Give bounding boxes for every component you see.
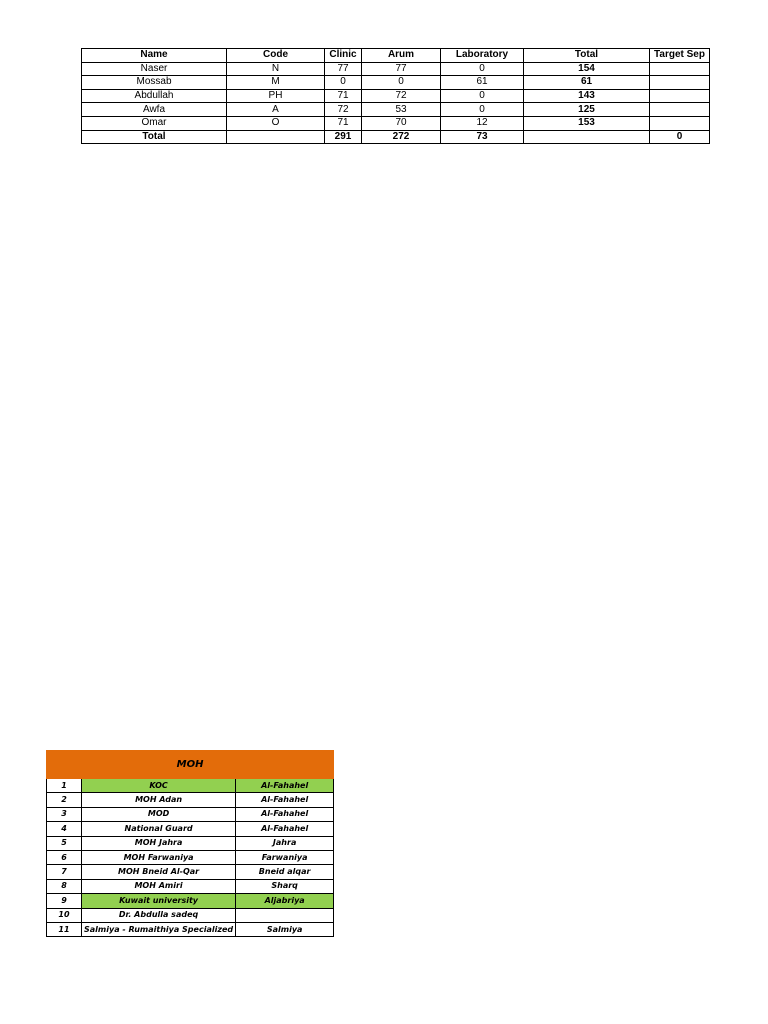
total-target: 0 <box>650 130 710 144</box>
row-number: 5 <box>47 836 82 850</box>
row-number: 10 <box>47 908 82 922</box>
cell-lab: 0 <box>441 62 524 76</box>
summary-header-row <box>82 49 710 63</box>
total-total <box>524 130 650 144</box>
moh-header-row <box>47 751 334 779</box>
table-row <box>47 879 334 893</box>
summary-table <box>81 48 710 144</box>
row-name: Kuwait university <box>82 894 236 908</box>
row-area: Al-Fahahel <box>236 807 334 821</box>
total-label: Total <box>82 130 227 144</box>
row-area: Bneid alqar <box>236 865 334 879</box>
row-area: Al-Fahahel <box>236 793 334 807</box>
table-row <box>47 822 334 836</box>
cell-code: M <box>227 76 325 90</box>
table-row <box>47 865 334 879</box>
table-row <box>82 89 710 103</box>
row-name: MOH Amiri <box>82 879 236 893</box>
cell-total: 143 <box>524 89 650 103</box>
cell-clinic: 71 <box>325 89 362 103</box>
cell-clinic: 71 <box>325 116 362 130</box>
row-number: 2 <box>47 793 82 807</box>
row-name: Dr. Abdulla sadeq <box>82 908 236 922</box>
cell-lab: 61 <box>441 76 524 90</box>
cell-arum: 0 <box>362 76 441 90</box>
row-number: 8 <box>47 879 82 893</box>
row-name: MOD <box>82 807 236 821</box>
cell-total: 125 <box>524 103 650 117</box>
row-name: Salmiya - Rumaithiya Specialized <box>82 922 236 936</box>
table-row <box>47 807 334 821</box>
cell-arum: 70 <box>362 116 441 130</box>
cell-code: PH <box>227 89 325 103</box>
header-name: Name <box>82 49 227 63</box>
cell-total: 153 <box>524 116 650 130</box>
cell-target <box>650 62 710 76</box>
total-row <box>82 130 710 144</box>
table-row <box>82 116 710 130</box>
header-code: Code <box>227 49 325 63</box>
cell-code: O <box>227 116 325 130</box>
cell-clinic: 0 <box>325 76 362 90</box>
header-total: Total <box>524 49 650 63</box>
table-row <box>82 76 710 90</box>
header-laboratory: Laboratory <box>441 49 524 63</box>
table-row <box>47 922 334 936</box>
table-row <box>47 850 334 864</box>
row-name: MOH Bneid Al-Qar <box>82 865 236 879</box>
total-code <box>227 130 325 144</box>
table-row <box>47 836 334 850</box>
cell-target <box>650 103 710 117</box>
row-name: MOH Farwaniya <box>82 850 236 864</box>
cell-target <box>650 89 710 103</box>
row-area: Jahra <box>236 836 334 850</box>
cell-code: A <box>227 103 325 117</box>
table-row <box>47 908 334 922</box>
cell-name: Naser <box>82 62 227 76</box>
row-area: Sharq <box>236 879 334 893</box>
row-number: 6 <box>47 850 82 864</box>
row-area: Salmiya <box>236 922 334 936</box>
row-number: 1 <box>47 779 82 793</box>
row-area: Aljabriya <box>236 894 334 908</box>
row-number: 7 <box>47 865 82 879</box>
cell-target <box>650 116 710 130</box>
cell-name: Mossab <box>82 76 227 90</box>
cell-lab: 12 <box>441 116 524 130</box>
row-number: 9 <box>47 894 82 908</box>
cell-lab: 0 <box>441 89 524 103</box>
row-name: National Guard <box>82 822 236 836</box>
row-number: 4 <box>47 822 82 836</box>
cell-clinic: 72 <box>325 103 362 117</box>
cell-arum: 77 <box>362 62 441 76</box>
cell-arum: 53 <box>362 103 441 117</box>
cell-total: 61 <box>524 76 650 90</box>
table-row <box>82 62 710 76</box>
cell-lab: 0 <box>441 103 524 117</box>
row-area: Al-Fahahel <box>236 822 334 836</box>
table-row <box>47 779 334 793</box>
cell-arum: 72 <box>362 89 441 103</box>
cell-target <box>650 76 710 90</box>
cell-total: 154 <box>524 62 650 76</box>
row-area <box>236 908 334 922</box>
row-name: KOC <box>82 779 236 793</box>
row-area: Al-Fahahel <box>236 779 334 793</box>
cell-name: Awfa <box>82 103 227 117</box>
row-name: MOH Adan <box>82 793 236 807</box>
header-target-sep: Target Sep <box>650 49 710 63</box>
table-row <box>82 103 710 117</box>
cell-clinic: 77 <box>325 62 362 76</box>
table-row <box>47 793 334 807</box>
cell-name: Abdullah <box>82 89 227 103</box>
row-number: 11 <box>47 922 82 936</box>
cell-name: Omar <box>82 116 227 130</box>
row-name: MOH Jahra <box>82 836 236 850</box>
cell-code: N <box>227 62 325 76</box>
header-clinic: Clinic <box>325 49 362 63</box>
row-number: 3 <box>47 807 82 821</box>
total-lab: 73 <box>441 130 524 144</box>
header-arum: Arum <box>362 49 441 63</box>
moh-title: MOH <box>47 751 334 779</box>
moh-table <box>46 750 334 937</box>
total-clinic: 291 <box>325 130 362 144</box>
table-row <box>47 894 334 908</box>
row-area: Farwaniya <box>236 850 334 864</box>
total-arum: 272 <box>362 130 441 144</box>
